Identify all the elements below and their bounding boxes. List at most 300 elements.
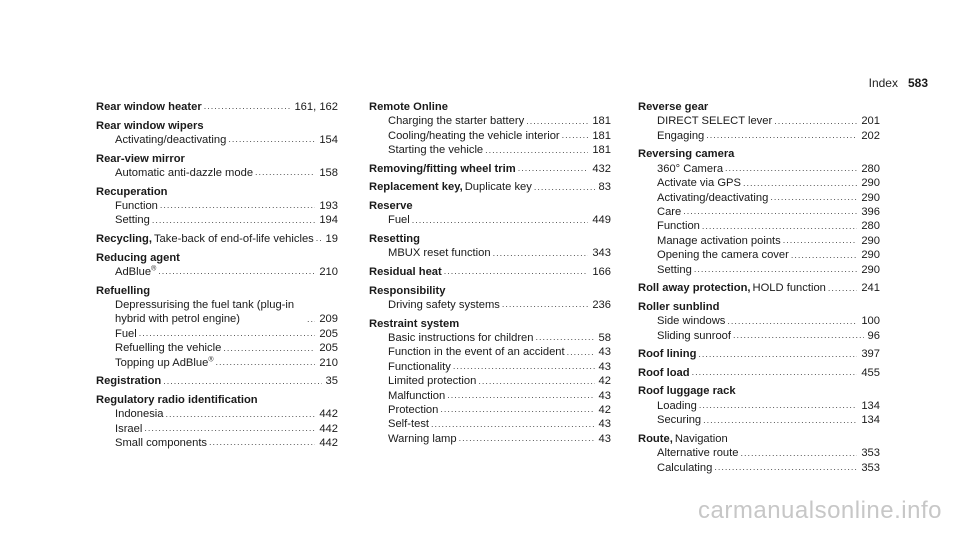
page-reference[interactable]: 161, 162 <box>294 101 338 113</box>
leader-dots <box>714 463 857 472</box>
leader-dots <box>166 410 316 419</box>
index-entry-heading <box>96 185 338 199</box>
page-reference[interactable]: 42 <box>598 404 611 417</box>
index-term[interactable]: Responsibility <box>369 284 446 297</box>
index-entry-heading <box>638 384 880 398</box>
subentry-label: Functionality <box>388 360 451 373</box>
index-subentry <box>96 341 338 355</box>
index-entry-heading <box>369 199 611 213</box>
leader-dots <box>694 265 857 274</box>
index-entry-heading <box>369 180 611 194</box>
leader-dots <box>562 131 589 140</box>
leader-dots <box>316 234 322 243</box>
index-subentry <box>638 162 880 176</box>
index-subentry <box>369 360 611 374</box>
index-subentry <box>638 329 880 343</box>
index-entry-heading <box>96 232 338 246</box>
subentry-text[interactable] <box>115 436 207 450</box>
index-subentry <box>638 219 880 233</box>
page-reference[interactable]: 210 <box>319 266 338 278</box>
leader-dots <box>698 350 857 359</box>
page-reference[interactable]: 100 <box>861 315 880 328</box>
page-header <box>869 76 928 90</box>
subentry-text[interactable] <box>115 213 150 227</box>
leader-dots <box>725 164 857 173</box>
page-reference[interactable]: 397 <box>861 348 880 361</box>
index-entry <box>96 232 338 246</box>
page-reference[interactable]: 181 <box>592 129 611 142</box>
index-entry <box>369 162 611 176</box>
subentry-text[interactable] <box>388 345 565 359</box>
page-reference[interactable]: 43 <box>598 418 611 431</box>
index-term[interactable]: Removing/fitting wheel trim <box>369 162 516 175</box>
index-subentry <box>369 298 611 312</box>
leader-dots <box>791 251 857 260</box>
index-entry <box>369 284 611 313</box>
subentry-text[interactable] <box>657 329 731 343</box>
subentry-label: Small components <box>115 437 208 450</box>
subentry-text[interactable] <box>115 199 158 213</box>
index-term[interactable]: Recycling, <box>96 233 152 245</box>
page-reference[interactable]: 210 <box>319 356 338 369</box>
page-reference[interactable]: 42 <box>598 375 611 388</box>
index-entry <box>638 366 880 380</box>
index-subentry <box>369 374 611 388</box>
leader-dots <box>706 131 857 140</box>
index-entry <box>96 393 338 451</box>
leader-dots <box>478 377 594 386</box>
index-subentry <box>638 314 880 328</box>
page-reference[interactable]: 290 <box>861 191 880 204</box>
subentry-label: Cooling/heating the vehicle interior <box>388 129 560 142</box>
leader-dots <box>459 434 595 443</box>
page-reference[interactable]: 134 <box>861 414 880 427</box>
index-entry <box>638 347 880 361</box>
subentry-text[interactable] <box>388 114 524 128</box>
index-subentry <box>638 446 880 460</box>
index-entry <box>96 119 338 148</box>
subentry-text[interactable] <box>388 213 410 227</box>
subentry-label: Refuelling the vehicle <box>115 342 222 355</box>
leader-dots <box>228 135 315 144</box>
index-subentry <box>96 327 338 341</box>
index-entry <box>369 232 611 261</box>
subentry-label: Opening the camera cover <box>657 249 789 262</box>
index-term[interactable]: Roof lining <box>638 348 697 361</box>
index-subentry <box>369 129 611 143</box>
index-subentry <box>96 422 338 436</box>
subentry-text[interactable] <box>657 399 697 413</box>
index-entry <box>96 284 338 370</box>
page-reference[interactable]: 280 <box>861 220 880 233</box>
leader-dots <box>518 164 589 173</box>
subentry-text[interactable] <box>657 461 712 475</box>
index-entry <box>96 374 338 388</box>
leader-dots <box>683 207 857 216</box>
subentry-label: Topping up AdBlue <box>115 356 209 369</box>
subentry-text[interactable] <box>388 403 438 417</box>
subentry-label: Malfunction <box>388 389 446 402</box>
page-reference[interactable]: 201 <box>861 115 880 128</box>
index-term[interactable]: Reducing agent <box>96 251 180 264</box>
leader-dots <box>158 267 315 276</box>
index-subentry <box>638 205 880 219</box>
subentry-text[interactable] <box>388 129 560 143</box>
index-term[interactable]: Regulatory radio identification <box>96 393 258 406</box>
leader-dots <box>223 344 315 353</box>
page-reference[interactable]: 442 <box>319 422 338 435</box>
leader-dots <box>307 315 315 324</box>
index-subentry <box>96 133 338 147</box>
leader-dots <box>440 405 594 414</box>
leader-dots <box>431 420 595 429</box>
index-term[interactable]: Rear-view mirror <box>96 152 185 165</box>
page-reference[interactable]: 280 <box>861 162 880 175</box>
index-term[interactable]: Roof load <box>638 366 690 379</box>
leader-dots <box>774 117 857 126</box>
index-term[interactable]: Route, <box>638 432 673 445</box>
leader-dots <box>534 183 595 192</box>
index-entry-heading <box>96 374 338 388</box>
page-reference[interactable]: 43 <box>598 346 611 359</box>
subentry-label: AdBlue <box>115 266 152 278</box>
index-entry-heading <box>369 100 611 114</box>
subentry-label: Setting <box>115 214 150 227</box>
index-subentry <box>96 298 338 327</box>
page-reference[interactable]: 205 <box>319 342 338 355</box>
index-term[interactable]: Reversing camera <box>638 148 735 161</box>
index-term[interactable]: Rear window wipers <box>96 119 204 132</box>
page-reference[interactable]: 290 <box>861 234 880 247</box>
subentry-label: Sliding sunroof <box>657 329 732 342</box>
page-reference[interactable]: 396 <box>861 206 880 219</box>
leader-dots <box>144 424 315 433</box>
subentry-text[interactable] <box>388 360 451 374</box>
subentry-label: Engaging <box>657 129 705 142</box>
page-reference[interactable]: 96 <box>867 329 880 342</box>
subentry-text[interactable] <box>657 314 725 328</box>
index-term[interactable]: Roof luggage rack <box>638 385 736 398</box>
leader-dots <box>727 317 857 326</box>
index-entry <box>96 185 338 228</box>
subentry-text[interactable] <box>115 298 305 327</box>
index-column-1 <box>96 100 338 455</box>
index-entry <box>638 432 880 475</box>
index-subentry <box>369 345 611 359</box>
leader-dots <box>453 362 595 371</box>
subentry-text[interactable] <box>115 327 137 341</box>
page-reference[interactable]: 83 <box>598 181 611 194</box>
leader-dots <box>444 267 589 276</box>
index-entry-heading <box>638 147 880 161</box>
watermark: carmanualsonline.info <box>698 497 942 524</box>
index-entry <box>638 384 880 427</box>
subentry-label: Alternative route <box>657 447 739 460</box>
leader-dots <box>699 401 858 410</box>
index-entry-heading <box>638 281 880 295</box>
index-term[interactable]: Replacement key, <box>369 181 463 194</box>
index-subentry <box>96 436 338 450</box>
index-subentry <box>369 331 611 345</box>
subentry-text[interactable] <box>115 265 156 279</box>
page-reference[interactable]: 442 <box>319 408 338 421</box>
subentry-label: Warning lamp <box>388 432 457 445</box>
leader-dots <box>740 449 857 458</box>
page-reference[interactable]: 236 <box>592 299 611 311</box>
index-entry <box>638 281 880 295</box>
leader-dots <box>152 216 315 225</box>
section-label: Index <box>868 76 898 90</box>
leader-dots <box>255 168 315 177</box>
subentry-text[interactable] <box>657 248 789 262</box>
subentry-text[interactable] <box>115 356 213 370</box>
index-term-note: Duplicate key <box>464 181 532 194</box>
subentry-text[interactable] <box>657 205 681 219</box>
index-subentry <box>638 129 880 143</box>
leader-dots <box>536 333 595 342</box>
leader-dots <box>692 368 858 377</box>
index-subentry <box>96 356 338 370</box>
subentry-label: Securing <box>657 414 702 427</box>
page-reference[interactable]: 194 <box>319 214 338 227</box>
subentry-label: Basic instructions for children <box>388 332 534 344</box>
subentry-label: Fuel <box>388 214 410 227</box>
index-column-3 <box>638 100 880 479</box>
subentry-text[interactable] <box>115 407 164 421</box>
subentry-label: Manage activation points <box>657 234 781 247</box>
index-column-2 <box>369 100 611 450</box>
index-subentry <box>638 248 880 262</box>
page-reference[interactable]: 35 <box>325 375 338 388</box>
subentry-label: 360° Camera <box>657 162 724 175</box>
index-term-note: HOLD function <box>752 282 826 295</box>
leader-dots <box>770 193 857 202</box>
index-entry-heading <box>369 162 611 176</box>
subentry-text[interactable] <box>388 331 534 345</box>
page-reference[interactable]: 166 <box>592 266 611 278</box>
page-reference[interactable]: 43 <box>598 432 611 445</box>
subentry-text[interactable] <box>657 114 772 128</box>
subentry-text[interactable] <box>657 234 781 248</box>
index-term[interactable]: Refuelling <box>96 284 151 297</box>
leader-dots <box>703 416 857 425</box>
index-entry-heading <box>638 366 880 380</box>
index-entry-heading <box>638 300 880 314</box>
leader-dots <box>485 146 588 155</box>
subentry-label: DIRECT SELECT lever <box>657 115 773 128</box>
index-entry-heading <box>369 265 611 279</box>
page-reference[interactable]: 290 <box>861 249 880 262</box>
index-term[interactable]: Registration <box>96 375 162 388</box>
subentry-label: Side windows <box>657 315 726 328</box>
subentry-text[interactable] <box>388 246 491 260</box>
page-reference[interactable]: 353 <box>861 461 880 474</box>
page-reference[interactable]: 202 <box>861 129 880 142</box>
index-subentry <box>369 213 611 227</box>
leader-dots <box>215 358 315 367</box>
subentry-label: Calculating <box>657 461 713 474</box>
page-reference[interactable]: 205 <box>319 327 338 340</box>
leader-dots <box>493 249 589 258</box>
subentry-text[interactable] <box>657 129 704 143</box>
index-entry-heading <box>96 152 338 166</box>
index-entry <box>369 317 611 447</box>
page-reference[interactable]: 154 <box>319 134 338 146</box>
subentry-label: Setting <box>657 263 692 276</box>
subentry-label: Fuel <box>115 327 137 340</box>
index-entry <box>369 180 611 194</box>
index-term[interactable]: Reverse gear <box>638 101 709 113</box>
leader-dots <box>783 236 858 245</box>
subentry-label: Starting the vehicle <box>388 144 484 157</box>
subentry-label: Care <box>657 206 682 219</box>
index-subentry <box>638 263 880 277</box>
index-subentry <box>369 403 611 417</box>
index-subentry <box>638 413 880 427</box>
index-term[interactable]: Roller sunblind <box>638 300 720 313</box>
subentry-text[interactable] <box>657 162 723 176</box>
page-reference[interactable]: 181 <box>592 144 611 157</box>
subentry-label: Driving safety systems <box>388 299 500 311</box>
index-term[interactable]: Residual heat <box>369 266 442 278</box>
leader-dots <box>204 102 291 111</box>
page-reference[interactable]: 455 <box>861 366 880 379</box>
page-reference[interactable]: 58 <box>598 332 611 344</box>
page-reference[interactable]: 353 <box>861 447 880 460</box>
subentry-label: Self-test <box>388 418 430 431</box>
index-term[interactable]: Restraint system <box>369 317 460 330</box>
subentry-text[interactable] <box>388 389 445 403</box>
subentry-text[interactable] <box>388 298 500 312</box>
subentry-text[interactable] <box>115 422 142 436</box>
index-entry <box>96 251 338 280</box>
subentry-label: Israel <box>115 422 143 435</box>
index-entry <box>638 300 880 343</box>
leader-dots <box>567 348 595 357</box>
page-reference[interactable]: 432 <box>592 162 611 175</box>
subentry-text[interactable] <box>657 413 701 427</box>
leader-dots <box>702 222 857 231</box>
index-subentry <box>638 176 880 190</box>
index-entry-heading <box>96 100 338 114</box>
subentry-label: Depressurising the fuel tank (plug-in hybrid with petrol engine) <box>115 299 295 326</box>
leader-dots <box>743 179 857 188</box>
index-entry-heading <box>96 251 338 265</box>
subentry-text[interactable] <box>115 166 253 180</box>
page-reference[interactable]: 43 <box>598 389 611 402</box>
subentry-label: Automatic anti-dazzle mode <box>115 167 254 179</box>
page-reference[interactable]: 442 <box>319 437 338 450</box>
index-subentry <box>638 234 880 248</box>
index-subentry <box>96 407 338 421</box>
page-reference[interactable]: 343 <box>592 247 611 260</box>
index-term[interactable]: Rear window heater <box>96 101 202 113</box>
index-subentry <box>369 417 611 431</box>
subentry-text[interactable] <box>388 417 429 431</box>
subentry-text[interactable] <box>388 143 483 157</box>
subentry-text[interactable] <box>115 341 221 355</box>
subentry-label: Function <box>657 220 700 233</box>
subentry-text[interactable] <box>657 219 700 233</box>
index-subentry <box>96 166 338 180</box>
index-entry-heading <box>638 432 880 446</box>
page-reference[interactable]: 43 <box>598 360 611 373</box>
index-subentry <box>638 399 880 413</box>
index-entry-heading <box>96 284 338 298</box>
index-term[interactable]: Resetting <box>369 233 420 245</box>
registered-mark: ® <box>208 355 214 363</box>
index-term[interactable]: Recuperation <box>96 185 168 198</box>
subentry-text[interactable] <box>115 133 226 147</box>
subentry-label: Activating/deactivating <box>657 191 769 204</box>
subentry-text[interactable] <box>657 191 768 205</box>
leader-dots <box>209 438 315 447</box>
index-subentry <box>96 265 338 279</box>
index-term[interactable]: Remote Online <box>369 101 448 113</box>
index-subentry <box>96 213 338 227</box>
subentry-text[interactable] <box>388 432 457 446</box>
index-entry-heading <box>638 100 880 114</box>
subentry-text[interactable] <box>657 263 692 277</box>
index-term[interactable]: Reserve <box>369 200 413 212</box>
page-reference[interactable]: 134 <box>861 399 880 412</box>
page-reference[interactable]: 209 <box>319 313 338 326</box>
index-entry-heading <box>369 232 611 246</box>
page-reference[interactable]: 290 <box>861 263 880 276</box>
index-entry <box>638 100 880 143</box>
page-reference[interactable]: 158 <box>319 167 338 179</box>
subentry-label: Function in the event of an accident <box>388 346 565 359</box>
index-entry-heading <box>369 317 611 331</box>
index-term-note: Navigation <box>674 432 728 445</box>
page-reference[interactable]: 193 <box>319 200 338 212</box>
subentry-text[interactable] <box>657 446 738 460</box>
index-entry-heading <box>96 119 338 133</box>
leader-dots <box>163 377 321 386</box>
index-entry-heading <box>96 393 338 407</box>
subentry-label: Limited protection <box>388 375 477 388</box>
page-reference[interactable]: 290 <box>861 177 880 190</box>
leader-dots <box>412 216 589 225</box>
subentry-label: Indonesia <box>115 408 164 421</box>
index-subentry <box>638 461 880 475</box>
index-subentry <box>638 114 880 128</box>
index-entry <box>96 152 338 181</box>
index-subentry <box>369 432 611 446</box>
subentry-label: Activating/deactivating <box>115 134 227 146</box>
registered-mark: ® <box>151 265 157 273</box>
page-reference[interactable]: 181 <box>592 115 611 128</box>
index-subentry <box>96 199 338 213</box>
subentry-label: Activate via GPS <box>657 177 741 190</box>
leader-dots <box>526 117 588 126</box>
subentry-label: Protection <box>388 404 439 417</box>
page-reference[interactable]: 241 <box>861 282 880 295</box>
subentry-text[interactable] <box>388 374 476 388</box>
leader-dots <box>828 284 857 293</box>
leader-dots <box>160 201 315 210</box>
index-entry <box>638 147 880 277</box>
subentry-text[interactable] <box>657 176 741 190</box>
page-reference[interactable]: 449 <box>592 214 611 227</box>
leader-dots <box>139 329 316 338</box>
index-term-note: Take-back of end-of-life vehicles <box>153 233 314 245</box>
index-entry <box>96 100 338 114</box>
index-subentry <box>638 191 880 205</box>
subentry-label: Loading <box>657 399 697 412</box>
index-term[interactable]: Roll away protection, <box>638 282 751 295</box>
page-reference[interactable]: 19 <box>325 233 338 245</box>
